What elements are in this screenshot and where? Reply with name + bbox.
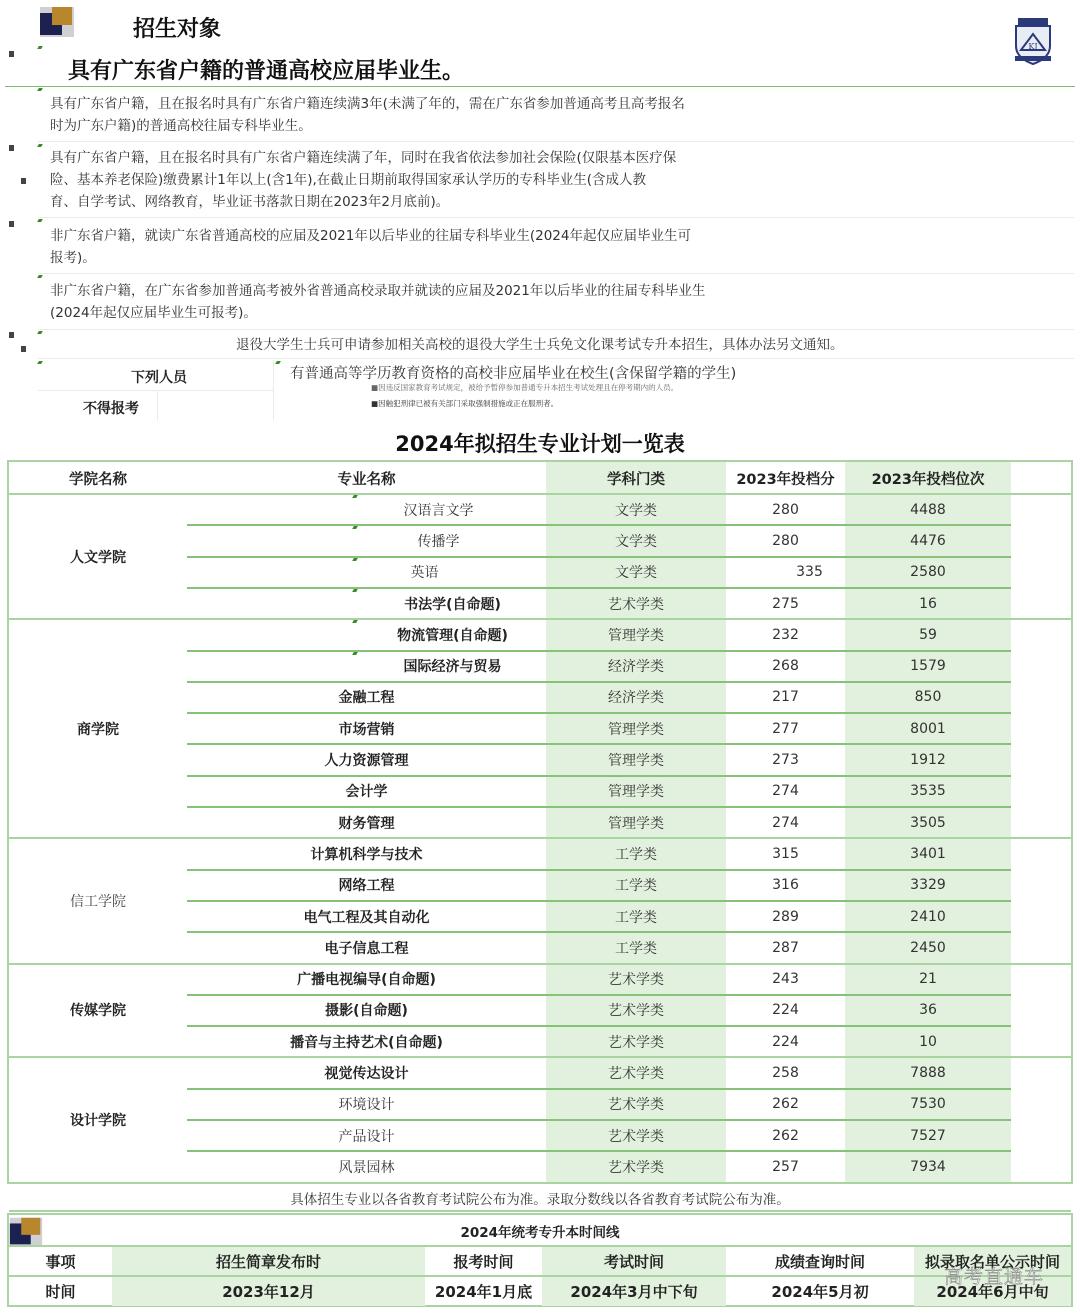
plan-table-title: 2024年拟招生专业计划一览表: [395, 432, 685, 456]
college-name: 传媒学院: [70, 1003, 126, 1020]
admission-score: 268: [772, 658, 799, 675]
admission-rank: 2410: [910, 908, 946, 925]
brand-logo-squares: [40, 7, 74, 37]
admission-rank: 1579: [910, 658, 946, 675]
eligibility-item-2: 具有广东省户籍，且在报名时具有广东省户籍连续满了年，同时在我省依法参加社会保险(仅限基本医疗保 险、基本养老保险)缴费累计1年以上(含1年),在截止日期前取得国家承认学历的专科毕业生(含成人教 育、自学考试、网络教育，毕业证书落款日期在2023年2月底前)。: [50, 150, 677, 210]
admission-rank: 10: [919, 1033, 937, 1050]
admission-rank: 4488: [910, 501, 946, 518]
timeline-title: 2024年统考专升本时间线: [460, 1224, 620, 1241]
main-eligibility: 具有广东省户籍的普通高校应届毕业生。: [68, 59, 465, 84]
exclusion-note-2: ■因触犯刑律已被有关部门采取强制措施或正在服刑者。: [371, 399, 559, 408]
timeline-event: 拟录取名单公示时间: [924, 1252, 1060, 1271]
subject-category: 工学类: [615, 940, 657, 957]
major-name: 财务管理: [338, 815, 395, 832]
admission-score: 274: [772, 783, 799, 800]
admission-rank: 8001: [910, 720, 946, 737]
admission-rank: 3401: [910, 845, 946, 862]
timeline-date: 2024年6月中旬: [936, 1282, 1049, 1301]
major-name: 金融工程: [338, 690, 395, 707]
plan-table: [7, 460, 1073, 1208]
timeline-date: 2024年5月初: [771, 1282, 869, 1301]
subject-category: 经济学类: [608, 659, 664, 676]
major-name: 市场营销: [338, 721, 395, 738]
table-header-row: [9, 462, 1071, 494]
timeline-date: 时间: [45, 1282, 76, 1301]
admission-rank: 4476: [910, 532, 946, 549]
subject-category: 工学类: [615, 909, 657, 926]
major-name: 广播电视编导(自命题): [297, 972, 436, 989]
major-name: 电子信息工程: [324, 940, 409, 957]
admission-score: 224: [772, 1033, 799, 1050]
subject-category: 艺术学类: [608, 596, 664, 613]
major-name: 电气工程及其自动化: [303, 909, 430, 926]
admission-score: 277: [772, 720, 799, 737]
subject-category: 文学类: [615, 565, 657, 582]
admission-rank: 7934: [910, 1158, 946, 1175]
admission-score: 217: [772, 689, 799, 706]
school-crest-icon: [1012, 16, 1054, 66]
major-name: 风景园林: [338, 1159, 395, 1176]
admission-score: 274: [772, 814, 799, 831]
major-name: 传播学: [417, 533, 460, 550]
timeline-table: [7, 1213, 1073, 1307]
timeline-date: 2024年1月底: [434, 1282, 533, 1301]
admission-rank: 7527: [910, 1127, 946, 1144]
admission-score: 315: [772, 845, 799, 862]
major-name: 视觉传达设计: [324, 1066, 409, 1083]
major-name: 英语: [410, 565, 439, 582]
major-name: 会计学: [345, 784, 388, 801]
subject-category: 艺术学类: [608, 1128, 664, 1145]
brand-logo-squares: [10, 1218, 42, 1247]
major-name: 计算机科学与技术: [310, 846, 423, 863]
eligibility-item-3: 非广东省户籍，就读广东省普通高校的应届及2021年以后毕业的往届专科毕业生(2024年起仅应届毕业生可 报考)。: [50, 228, 691, 266]
subject-category: 艺术学类: [608, 1066, 664, 1083]
header-score: 2023年投档分: [736, 471, 835, 488]
subject-category: 文学类: [615, 502, 657, 519]
college-name: 人文学院: [70, 549, 126, 566]
admission-rank: 3329: [910, 877, 946, 894]
header-category: 学科门类: [607, 471, 665, 488]
subject-category: 管理学类: [608, 784, 664, 801]
admission-rank: 850: [914, 689, 942, 706]
table-footnote: 具体招生专业以各省教育考试院公布为准。录取分数线以各省教育考试院公布为准。: [290, 1192, 790, 1208]
timeline-event: 考试时间: [603, 1252, 664, 1271]
subject-category: 艺术学类: [608, 1159, 664, 1176]
admission-score: 257: [772, 1158, 799, 1175]
timeline-event: 报考时间: [453, 1252, 514, 1271]
admission-score: 262: [772, 1127, 799, 1144]
admission-score: 280: [772, 501, 799, 518]
header-major: 专业名称: [337, 471, 396, 488]
admission-rank: 7888: [910, 1065, 946, 1082]
exclusion-label-top: 下列人员: [131, 370, 187, 386]
admission-rank: 59: [919, 626, 937, 643]
subject-category: 工学类: [615, 878, 657, 895]
admission-score: 275: [772, 595, 799, 612]
major-name: 书法学(自命题): [404, 596, 501, 613]
timeline-event: 招生简章发布时: [215, 1252, 321, 1271]
admission-score: 224: [772, 1002, 799, 1019]
admission-rank: 2450: [910, 939, 946, 956]
exclusion-main: 有普通高等学历教育资格的高校非应届毕业在校生(含保留学籍的学生): [290, 366, 737, 382]
major-name: 汉语言文学: [403, 502, 474, 519]
admission-score: 262: [772, 1096, 799, 1113]
subject-category: 艺术学类: [608, 1003, 664, 1020]
admission-rank: 16: [919, 595, 937, 612]
college-name: 商学院: [77, 721, 119, 738]
subject-category: 工学类: [615, 846, 657, 863]
eligibility-item-5: 退役大学生士兵可申请参加相关高校的退役大学生士兵免文化课考试专升本招生，具体办法另文通知。: [236, 337, 844, 353]
admission-rank: 2580: [910, 564, 946, 581]
timeline-event: 事项: [45, 1252, 76, 1271]
admission-score: 335: [796, 564, 823, 581]
admission-score: 232: [772, 626, 799, 643]
subject-category: 艺术学类: [608, 972, 664, 989]
major-name: 国际经济与贸易: [403, 659, 502, 676]
header-rank: 2023年投档位次: [871, 471, 985, 488]
admission-rank: 21: [919, 971, 937, 988]
subject-category: 管理学类: [608, 721, 664, 738]
college-name: 设计学院: [70, 1112, 126, 1129]
subject-category: 艺术学类: [608, 1034, 664, 1051]
timeline-date: 2024年3月中下旬: [570, 1282, 698, 1301]
major-name: 人力资源管理: [324, 753, 409, 770]
major-name: 环境设计: [338, 1097, 395, 1114]
exclusion-note-1: ■因违反国家教育考试规定，被给予暂停参加普通专升本招生考试处理且在停考期内的人员。: [371, 383, 679, 392]
admission-rank: 7530: [910, 1096, 946, 1113]
admission-rank: 3505: [910, 814, 946, 831]
bullet-mark: [9, 51, 14, 57]
subject-category: 管理学类: [608, 815, 664, 832]
admission-score: 289: [772, 908, 799, 925]
admission-score: 243: [772, 971, 799, 988]
subject-category: 艺术学类: [608, 1097, 664, 1114]
admission-score: 280: [772, 532, 799, 549]
subject-category: 文学类: [615, 533, 657, 550]
subject-category: 管理学类: [608, 753, 664, 770]
eligibility-item-4: 非广东省户籍，在广东省参加普通高考被外省普通高校录取并就读的应届及2021年以后毕业的往届专科毕业生 (2024年起仅应届毕业生可报考)。: [50, 283, 706, 321]
admission-rank: 3535: [910, 783, 946, 800]
major-name: 网络工程: [338, 878, 395, 895]
eligibility-item-1: 具有广东省户籍，且在报名时具有广东省户籍连续满3年(未满了年的，需在广东省参加普通高考且高考报名 时为广东户籍)的普通高校往届专科毕业生。: [50, 96, 685, 134]
major-name: 摄影(自命题): [325, 1003, 408, 1020]
section-title: 招生对象: [133, 17, 222, 42]
admission-rank: 1912: [910, 752, 946, 769]
major-name: 产品设计: [338, 1128, 395, 1145]
cell-marker: [37, 46, 43, 49]
watermark: 高考直通车: [944, 1266, 1045, 1288]
exclusion-label-bottom: 不得报考: [83, 401, 139, 417]
admission-rank: 36: [919, 1002, 937, 1019]
subject-category: 经济学类: [608, 690, 664, 707]
major-name: 物流管理(自命题): [397, 627, 508, 644]
admission-score: 273: [772, 752, 799, 769]
header-college: 学院名称: [69, 471, 127, 488]
college-name: 信工学院: [70, 893, 126, 910]
admission-score: 316: [772, 877, 799, 894]
major-name: 播音与主持艺术(自命题): [290, 1034, 443, 1051]
subject-category: 管理学类: [608, 627, 664, 644]
svg-text:KJ: KJ: [1028, 42, 1038, 51]
admission-score: 258: [772, 1065, 799, 1082]
admission-score: 287: [772, 939, 799, 956]
timeline-date: 2023年12月: [222, 1282, 315, 1301]
timeline-event: 成绩查询时间: [774, 1252, 865, 1271]
